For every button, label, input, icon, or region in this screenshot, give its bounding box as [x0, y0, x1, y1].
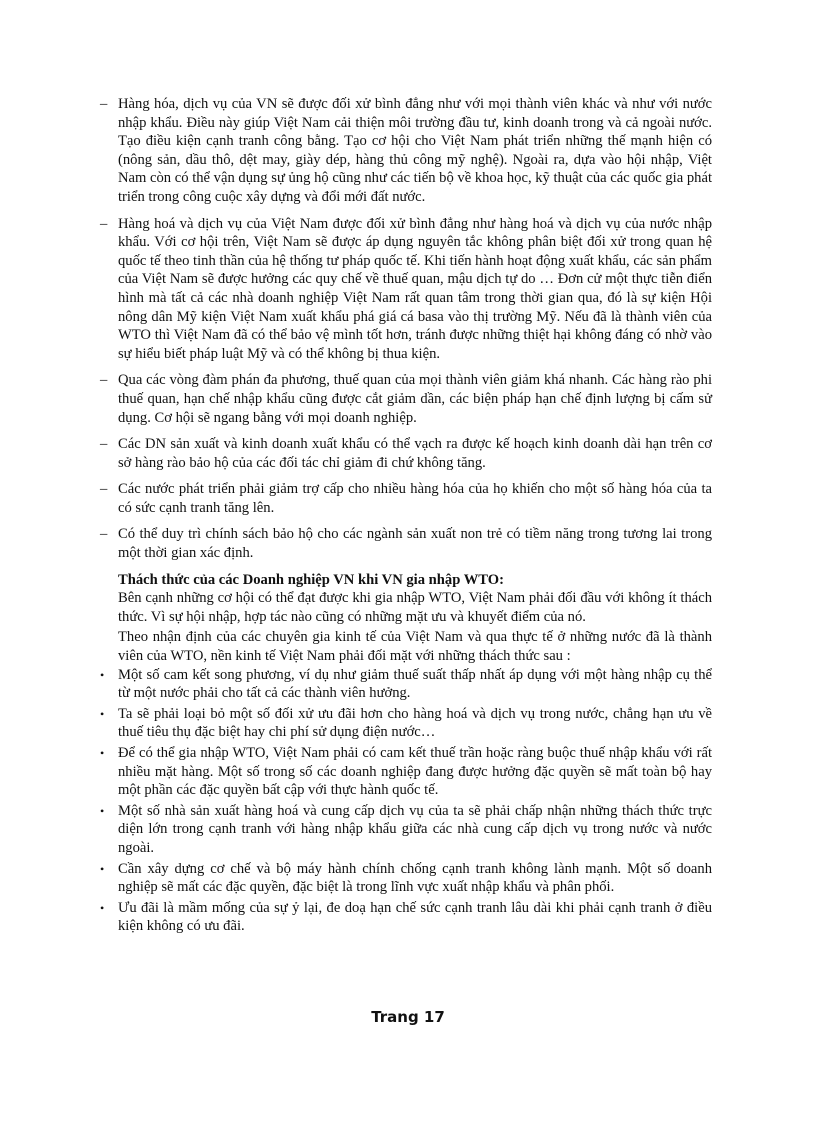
bullet-icon: • — [100, 803, 105, 818]
challenges-section — [100, 571, 712, 666]
section-heading: Thách thức của các Doanh nghiệp VN khi VN gia nhập WTO: — [118, 571, 504, 588]
list-item-text: Qua các vòng đàm phán đa phương, thuế quan của mọi thành viên giảm khá nhanh. Các hàng rào phi thuế quan, hạn chế nhập khẩu cũng được cắt giảm dần, các biện pháp hạn chế định lượng bị cấm sử dụng. Cơ hội sẽ ngang bằng với mọi doanh nghiệp. — [118, 372, 712, 426]
list-item — [100, 705, 712, 742]
intro-paragraph: Bên cạnh những cơ hội có thể đạt được khi gia nhập WTO, Việt Nam phải đối đầu với không ít thách thức. Vì sự hội nhập, hợp tác nào cũng có những mặt ưu và khuyết điểm của nó. — [118, 590, 712, 625]
list-item — [100, 371, 712, 427]
list-item-text: Một số cam kết song phương, ví dụ như giảm thuế suất thấp nhất áp dụng với một hàng nhập cụ thể từ một nước phải cho tất cả các thành viên hưởng. — [118, 666, 712, 702]
list-item — [100, 899, 712, 936]
list-item — [100, 215, 712, 364]
bullet-icon: • — [100, 900, 105, 915]
list-item — [100, 525, 712, 562]
list-item — [100, 435, 712, 472]
list-item-text: Có thể duy trì chính sách bảo hộ cho các ngành sản xuất non trẻ có tiềm năng trong tương lai trong một thời gian xác định. — [118, 526, 712, 562]
page-number: Trang 17 — [371, 1008, 445, 1026]
list-item-text: Các DN sản xuất và kinh doanh xuất khẩu có thể vạch ra được kế hoạch kinh doanh dài hạn trên cơ sở hàng rào bảo hộ của các đối tác chỉ giảm đi chứ không tăng. — [118, 436, 712, 471]
list-item-text: Hàng hoá và dịch vụ của Việt Nam được đối xử bình đẳng như hàng hoá và dịch vụ của nước nhập khẩu. Với cơ hội trên, Việt Nam sẽ được áp dụng nguyên tắc không phân biệt đối xử trong quan hệ quốc tế theo tinh thần của hệ thống tư pháp quốc tế. Khi tiến hành hoạt động xuất khẩu, các sản phẩm của Việt Nam sẽ được hưởng các quy chế về thuế quan, mậu dịch tự do … Đơn cử một thực tiễn điển hình mà tất cả các nhà doanh nghiệp Việt Nam rất quan tâm trong thời gian qua, đó là sự kiện Hội nông dân Mỹ kiện Việt Nam xuất khẩu phá giá cá basa vào thị trường Mỹ. Nếu đã là thành viên của WTO thì Việt Nam đã có thể bảo vệ mình tốt hơn, tránh được những thiệt hại không đáng có nhờ vào sự hiểu biết pháp luật Mỹ và có thể không bị thua kiện. — [118, 215, 712, 362]
bullet-icon: • — [100, 861, 105, 876]
list-item — [100, 744, 712, 800]
dash-icon: – — [100, 436, 108, 453]
list-item — [100, 666, 712, 703]
list-item-text: Hàng hóa, dịch vụ của VN sẽ được đối xử bình đẳng như với mọi thành viên khác và như với nước nhập khẩu. Điều này giúp Việt Nam cải thiện môi trường đầu tư, kinh doanh trong và cả ngoài nước. Tạo điều kiện cạnh tranh công bằng. Tạo cơ hội cho Việt Nam phát triển những thế mạnh hiện có (nông sản, dầu thô, dệt may, giày dép, hàng thủ công mỹ nghệ). Ngoài ra, dựa vào hội nhập, Việt Nam còn có thể vận dụng sự ủng hộ cũng như các tiến bộ về khoa học, kỹ thuật của các quốc gia phát triển trong công cuộc xây dựng và đổi mới đất nước. — [118, 96, 712, 205]
challenges-list — [100, 666, 712, 936]
opportunities-list — [100, 95, 712, 563]
list-item — [100, 95, 712, 207]
dash-icon: – — [100, 96, 108, 112]
bullet-icon: • — [100, 746, 105, 760]
list-item — [100, 802, 712, 858]
dash-icon: – — [100, 481, 108, 498]
list-item-text: Để có thể gia nhập WTO, Việt Nam phải có cam kết thuế trần hoặc ràng buộc thuế nhập khẩu với rất nhiều mặt hàng. Một số trong số các doanh nghiệp đang được hưởng đặc quyền sẽ mất toàn bộ hay một phần các đặc quyền bất cập với thực hành quốc tế. — [118, 745, 712, 799]
list-item-text: Ưu đãi là mầm mống của sự ỷ lại, đe doạ hạn chế sức cạnh tranh lâu dài khi phải cạnh tranh ở điều kiện không có ưu đãi. — [118, 899, 712, 935]
intro-paragraph-2: Theo nhận định của các chuyên gia kinh tế của Việt Nam và qua thực tế ở những nước đã là thành viên của WTO, nền kinh tế Việt Nam phải đối mặt với những thách thức sau : — [118, 629, 712, 665]
dash-icon: – — [100, 215, 108, 232]
dash-icon: – — [100, 526, 108, 543]
dash-icon: – — [100, 372, 108, 389]
list-item-text: Ta sẽ phải loại bỏ một số đối xử ưu đãi hơn cho hàng hoá và dịch vụ trong nước, chẳng hạn ưu về thuế tiêu thụ đặc biệt hay chi phí sử dụng điện nước… — [118, 705, 712, 741]
bullet-icon: • — [100, 667, 105, 682]
bullet-icon: • — [100, 706, 105, 721]
list-item-text: Cần xây dựng cơ chế và bộ máy hành chính chống cạnh tranh không lành mạnh. Một số doanh nghiệp sẽ mất các đặc quyền, đặc biệt là trong lĩnh vực xuất nhập khẩu và phân phối. — [118, 860, 712, 896]
list-item-text: Một số nhà sản xuất hàng hoá và cung cấp dịch vụ của ta sẽ phải chấp nhận những thách thức trực diện lớn trong cạnh tranh với hàng nhập khẩu giữa các nhà cung cấp dịch vụ trong nước và nước ngoài. — [118, 802, 712, 856]
page-content — [100, 95, 712, 938]
list-item — [100, 860, 712, 897]
list-item-text: Các nước phát triển phải giảm trợ cấp cho nhiều hàng hóa của họ khiến cho một số hàng hóa của ta có sức cạnh tranh tăng lên. — [118, 481, 712, 516]
list-item — [100, 480, 712, 517]
